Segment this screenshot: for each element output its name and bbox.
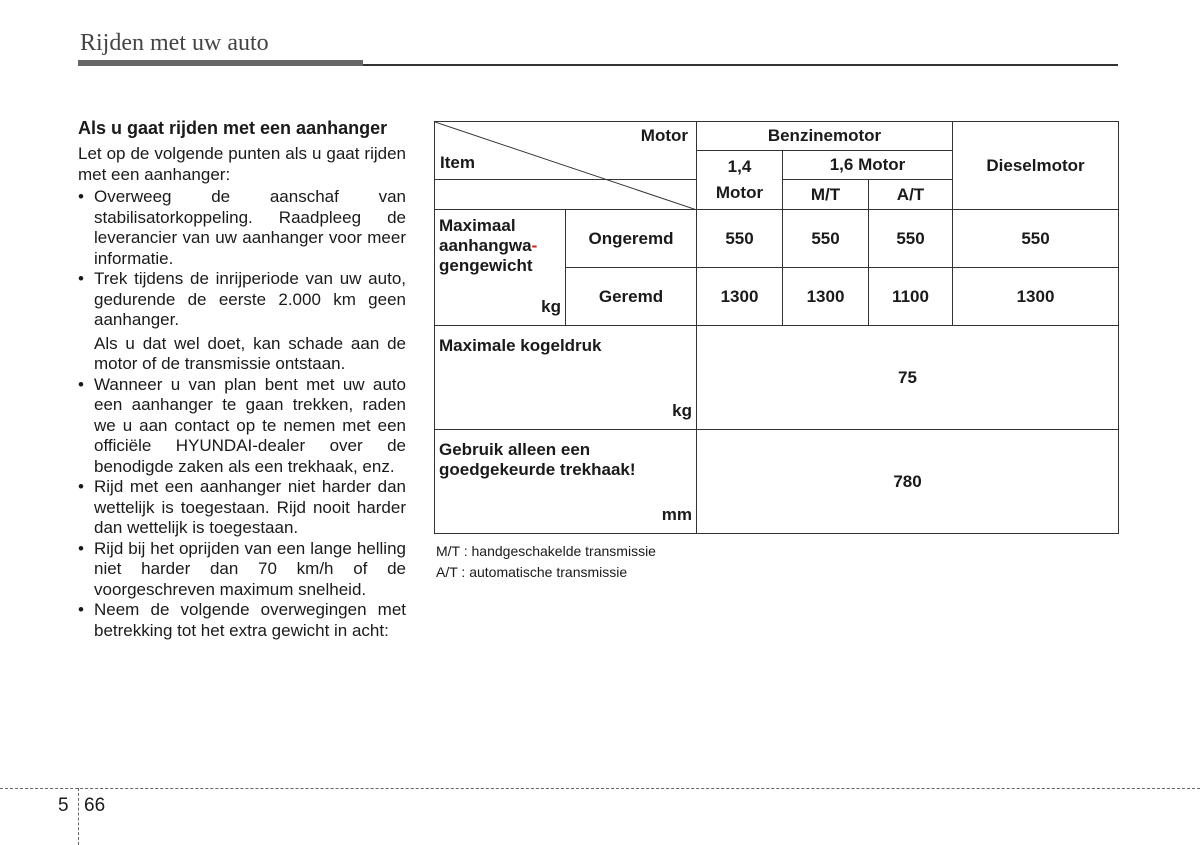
list-item: • Overweeg de aanschaf van stabilisatorkoppeling. Raadpleeg de leverancier van uw aanhanger voor meer informatie. [78,187,406,268]
manual-transmission-header: M/T [783,180,869,210]
list-item: • Rijd bij het oprijden van een lange helling niet harder dan 70 km/h of de voorgeschreven maximum snelheid. [78,538,406,599]
footer-divider [78,788,79,845]
bullet-icon: • [78,374,84,394]
engine-1-6-header: 1,6 Motor [783,151,953,180]
table-cell: 1300 [697,268,783,326]
max-ball-load-label: Maximale kogeldruk kg [435,326,697,430]
benzine-engine-header: Benzinemotor [697,122,953,151]
bullet-icon: • [78,600,84,619]
corner-item-label: Item [440,153,475,172]
list-item: • Trek tijdens de inrijperiode van uw auto, gedurende de eerste 2.000 km geen aanhanger. Als u dat wel doet, kan schade aan de motor of de transmissie ontstaan. [78,269,406,373]
instruction-list [78,187,406,641]
ball-load-unit: kg [672,401,692,420]
automatic-transmission-header: A/T [869,180,953,210]
header-rule [363,64,1118,66]
unbraked-label: Ongeremd [566,210,697,268]
footnote-at: A/T : automatische transmissie [436,563,628,580]
table-corner-cell [435,122,697,180]
towing-capacity-table [434,121,1119,534]
engine-1-4-header: 1,4 Motor [697,151,783,210]
bullet-icon: • [78,269,84,288]
weight-unit: kg [541,297,561,316]
hitch-distance-unit: mm [661,505,692,524]
page-number: 66 [84,795,106,816]
max-ball-load-value: 75 [697,326,1119,430]
table-cell: 1300 [783,268,869,326]
bullet-icon: • [78,187,84,206]
section-title: Als u gaat rijden met een aanhanger [78,118,388,138]
hitch-distance-label: Gebruik alleen een goedgekeurde trekhaak! mm [435,430,697,534]
towing-instructions [78,118,406,641]
max-trailer-weight-label: Maximaal aanhangwa- gengewicht kg [435,210,566,326]
footer-rule [0,788,1200,789]
table-cell: 550 [783,210,869,268]
diesel-engine-header: Dieselmotor [953,122,1119,210]
bullet-icon: • [78,538,84,558]
corner-motor-label: Motor [640,126,688,145]
section-intro: Let op de volgende punten als u gaat rijden met een aanhanger: [78,144,406,184]
chapter-number: 5 [58,795,69,816]
header-accent-bar [78,60,363,66]
table-cell: 1300 [953,268,1119,326]
table-cell: 1100 [869,268,953,326]
list-item: • Rijd met een aanhanger niet harder dan wettelijk is toegestaan. Rijd nooit harder dan wettelijk is toegestaan. [78,477,406,537]
table-footnotes [436,541,656,582]
bullet-icon: • [78,477,84,496]
footnote-mt: M/T : handgeschakelde transmissie [436,543,656,559]
list-item: • Wanneer u van plan bent met uw auto een aanhanger te gaan trekken, raden we u aan contact op te nemen met een officiële HYUNDAI-dealer over de benodigde zaken als een trekhaak, enz. [78,374,406,476]
list-item: • Neem de volgende overwegingen met betrekking tot het extra gewicht in acht: [78,600,406,640]
table-cell: 550 [953,210,1119,268]
hitch-distance-value: 780 [697,430,1119,534]
table-cell: 550 [697,210,783,268]
braked-label: Geremd [566,268,697,326]
list-item-continuation: Als u dat wel doet, kan schade aan de motor of de transmissie ontstaan. [94,333,406,373]
page-header-title: Rijden met uw auto [80,30,269,56]
table-cell: 550 [869,210,953,268]
